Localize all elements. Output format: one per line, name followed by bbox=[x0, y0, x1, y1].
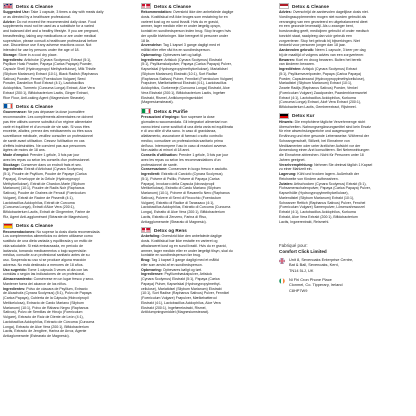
section-title: Detox & Cleanse bbox=[154, 3, 192, 9]
field-text: Powder, Dandelion Root Extract (4:1), Lactobacillus bbox=[3, 81, 85, 86]
field-text: supervision, please consult a healthcare professional before bbox=[3, 38, 98, 43]
field-text: Psylliumfrøskalpulver, Artiskok bbox=[164, 272, 213, 277]
field-text: Mantener fuera del alcance de los niños. bbox=[3, 281, 67, 286]
field-label: Precauzioni d'impiego: bbox=[141, 115, 180, 119]
field-label: Mode d'emploi: bbox=[3, 153, 29, 157]
field-text: Ekstrakt (200:1), Ingefærekstrakt, Rismel, bbox=[141, 305, 207, 310]
field-text: Vera Ekstrakt (200:1), Bifidobacterium Lactis, Ingefær bbox=[141, 90, 226, 95]
field-label: Advice: bbox=[3, 19, 16, 24]
section-header bbox=[279, 113, 415, 119]
field-label: Conservazione: bbox=[141, 167, 168, 172]
field-text: Mariendistel (Silybum Marianum) Extrakt (10:1), bbox=[279, 195, 355, 200]
field-text: Zwarte Radijs (Raphanus Sativus) Poeder, Venkel bbox=[279, 86, 358, 90]
field-text: (Curcuma Longa) Extract, Aloë Vera Extract (200:1), bbox=[279, 100, 362, 105]
field-text: Store in a cool dry place. bbox=[18, 52, 58, 57]
uk-flag-icon bbox=[279, 258, 285, 264]
field-text: Papaya) Pulver, Kapselskal (Hydroxypropylmethyl- bbox=[141, 281, 221, 286]
field-text: Sativus), Polvere di Semi di Finocchio (Foeniculum bbox=[141, 195, 222, 200]
section-es bbox=[3, 223, 139, 339]
field-label: Lagerung: bbox=[279, 172, 297, 176]
nl-flag-icon bbox=[279, 3, 289, 9]
field-text: avec les repas ou selon les recommandations d'un bbox=[141, 157, 221, 162]
field-text: Capsule Shell (Hydroxypropyl Methylcellulose), Milk Thistle bbox=[3, 67, 96, 71]
field-text: Overskrid ikke den anbefalede daglige bbox=[172, 10, 234, 14]
field-text: e di uno stile di vita sano. In caso di gravidanza, bbox=[141, 129, 217, 134]
field-text: Sativus) Powder, Fennel (Foeniculum Vulgare) Seed bbox=[3, 76, 86, 81]
field-text: Non superare la dose bbox=[180, 115, 215, 119]
field-text: Opbevares køligt og tørt. bbox=[162, 267, 202, 272]
section-body bbox=[3, 230, 139, 339]
field-label: Ingrédients: bbox=[3, 167, 24, 172]
text-line bbox=[141, 220, 277, 225]
section-title: Detox & Cleanse bbox=[16, 3, 54, 9]
field-text: vida saludable. Si está embarazada, en período de bbox=[3, 243, 84, 248]
section-nl bbox=[279, 3, 415, 110]
field-text: Overschrijd de aanbevolen dagelijkse dosis niet. bbox=[292, 10, 369, 14]
section-header bbox=[141, 3, 277, 9]
section-de bbox=[279, 113, 415, 225]
field-text: Extrakt (4:1), Lactobacillus Acidophilus, Kurkuma bbox=[279, 210, 356, 214]
field-text: recommandée. Les compléments alimentaires ne doivent bbox=[3, 115, 93, 119]
text-line bbox=[141, 100, 277, 105]
section-body bbox=[3, 10, 139, 100]
field-text: kontakt en sundhedsperson inden brug. Stop brugen hvis bbox=[141, 29, 231, 33]
field-text: (Carica Papaya), Cubierta de la Cápsula (Hidroxipropil bbox=[3, 296, 89, 300]
field-text: breastfeeding, taking any medications or are under medical bbox=[3, 33, 97, 38]
field-text: Schwarzer Rettich (Raphanus Sativus) Pulver, Fenchel bbox=[279, 200, 366, 205]
field-text: Extract (4:1), Lactobacillus Acidophilus, Kurkuma bbox=[279, 95, 356, 100]
field-text: (10:1), Sort Radise (Raphanus Sativus) Pulver, Fennikel bbox=[141, 291, 230, 296]
field-text: Kapselhülle (Hydroxypropylmethylcellulose), bbox=[279, 191, 349, 195]
field-text: Frøpulver, Mælkebøtterod Ekstrakt (4:1), Lactobacillus bbox=[141, 81, 227, 86]
field-text: Extract (200:1), Bifidobacterium Lactis, Ginger Extract, bbox=[3, 90, 89, 95]
field-text: Tome 1 cápsula 3 veces al día con las bbox=[27, 267, 88, 272]
field-text: Metilcelulosa), Extracto de Cardo Mariano (Silybum bbox=[3, 300, 84, 305]
field-label: Verzehrempfehlung: bbox=[279, 162, 314, 167]
field-text: Koel en droog bewaren. Buiten het bereik bbox=[295, 57, 362, 62]
ie-address bbox=[279, 277, 415, 293]
field-label: Aanbevolen gebruik: bbox=[279, 48, 315, 52]
column-left bbox=[3, 3, 139, 339]
field-text: Metilcellulosa), Estratto di Cardo Mariano (Silybum bbox=[141, 186, 221, 191]
field-text: Bifidobacterium Lactis, Extrait de Gingembre, Farine de bbox=[3, 210, 91, 214]
field-text: ammer, tager medicin eller er under lægeligt tilsyn, skal du bbox=[141, 248, 233, 253]
field-text: überschreiten. Nahrungsergänzungsmittel sind kein Ersatz bbox=[279, 124, 371, 129]
section-en bbox=[3, 3, 139, 100]
field-text: Prendre 1 gélule, 3 fois par jour bbox=[29, 153, 80, 157]
field-label: Ingredienti: bbox=[141, 172, 161, 176]
uk-flag-icon bbox=[3, 3, 13, 9]
company-name: Comfort Click Limited bbox=[279, 248, 327, 254]
field-text: Reichweite von Kindern aufbewahren. bbox=[279, 176, 339, 181]
section-header bbox=[141, 108, 277, 114]
field-label: Recomendaciones: bbox=[3, 229, 36, 234]
fr-flag-icon bbox=[3, 103, 13, 109]
field-label: Uso sugerido: bbox=[3, 267, 27, 272]
section-title: Detox og Rens bbox=[154, 227, 187, 233]
section-body bbox=[279, 10, 415, 110]
ie-address-line-1: Ni Fhi Cron Phone Place bbox=[289, 276, 332, 282]
field-text: Ekstrakt (4:1), Lactobacillus Acidophilus, Aloe Vera bbox=[141, 300, 221, 305]
field-text: Antiaglomerante (Estearato de Magnesio). bbox=[3, 334, 70, 338]
field-label: Gouvernance: bbox=[3, 110, 27, 115]
field-text: varié et équilibré et d'un mode de vie sain. Si vous êtes bbox=[3, 124, 90, 129]
field-text: (Foeniculum Vulgare) Frøpulver, Mælkebøtterod bbox=[141, 296, 217, 300]
section-header bbox=[3, 103, 139, 109]
field-text: cellulose), Mariatidsel (Silybum Marianum) Ekstrakt bbox=[141, 286, 222, 291]
field-text: de Alcachofa (Cynara Scolymus) (5:1), Polvo de Papaya bbox=[3, 291, 92, 296]
field-text: Die empfohlene tägliche Verzehrmenge nicht bbox=[294, 119, 366, 124]
field-text: avec les repas ou selon les conseils d'un professionnel. bbox=[3, 157, 91, 162]
contact-block bbox=[279, 243, 415, 297]
field-text: Neem 1 capsule, 3 keer per dag bbox=[315, 48, 366, 52]
section-title: Detox Kur bbox=[292, 113, 315, 119]
field-text: d'effets indésirables. Ne convient pas aux personnes bbox=[3, 143, 86, 148]
field-text: médica, consulte a un profesional sanitario antes de su bbox=[3, 253, 90, 258]
field-text: Sativus), Polvo de Semillas de Hinojo (Foeniculum bbox=[3, 310, 83, 315]
field-text: Antiklumpningsmiddel (Magnesiumstearat). bbox=[141, 310, 210, 315]
field-label: Anvendelse: bbox=[141, 43, 163, 48]
ie-address-line-2: Clonmel, Co. Tipperary, Ireland bbox=[289, 282, 343, 288]
field-text: Tag 1 kapsel 3 gange dagligt med et måltid bbox=[151, 258, 219, 262]
section-title: Detox & Purifie bbox=[154, 108, 188, 114]
field-text: Opbevares tørt og køligt. bbox=[162, 52, 202, 57]
field-text: and balanced diet and a healthy lifestyle. If you are pregnant, bbox=[3, 29, 99, 33]
section-fr bbox=[3, 103, 139, 219]
field-text: adversa. No está destinado a menores de 18 años. bbox=[3, 262, 84, 267]
field-text: allattamento, assunzione di farmaci o sotto controllo bbox=[141, 134, 223, 138]
field-text: Longa), Estratto di Aloe Vera (200:1), Bifidobacterium bbox=[141, 210, 225, 214]
field-text: Vulgare), Extracto de Raíz de Diente de León (4:1), bbox=[3, 315, 84, 319]
field-text: (Raphanus Sativus) Pulver, Fennikel (Foeniculum Vulgare) bbox=[141, 76, 234, 81]
field-text: die Einnahme abbrechen. Nicht für Personen unter 18 bbox=[279, 153, 364, 157]
it-flag-icon bbox=[141, 108, 151, 114]
field-text: en een gezonde levensstijl. Als u zwanger bent, bbox=[279, 24, 354, 29]
field-text: ammer, tager medicin eller er under lægelig opsyn, bbox=[141, 24, 221, 29]
field-text: Lactis, Estratto di Zenzero, Farina di Riso, bbox=[141, 214, 208, 219]
field-text: (Cynara Scolymus) Ekstrakt (5:1), Papaya (Carica bbox=[141, 277, 220, 281]
section-title: Detox & Cleanse bbox=[16, 103, 54, 109]
field-text: Bifidobacterium Lactis, Gemberextract, Rijstmeel. bbox=[279, 105, 357, 109]
field-label: Ingrediënten: bbox=[279, 67, 302, 71]
field-text: dosis. Kosttilskud må ikke bruges som erstatning for en bbox=[141, 14, 228, 19]
field-text: Lactis, Ingwerextrakt, Reismehl. bbox=[279, 219, 330, 224]
field-text: Riz, Agent Anti-agglomérant (Stéarate de Magnésium). bbox=[3, 214, 89, 219]
field-label: Rekommendation: bbox=[141, 10, 172, 14]
field-text: Ernährung und eine gesunde Lebensweise. Während der bbox=[279, 134, 369, 138]
field-text: bedoeld voor personen jonger dan 18 jaar. bbox=[279, 43, 346, 48]
field-text: Voedingssupplementen mogen niet worden gebruikt als bbox=[279, 14, 367, 19]
field-text: (Silybum Marianum) Ekstrakt (10:1), Sort Radise bbox=[141, 71, 218, 76]
field-text: borstvoeding geeft, medicijnen gebruikt of onder medisch bbox=[279, 29, 369, 33]
section-it bbox=[141, 108, 277, 224]
section-body bbox=[141, 115, 277, 224]
field-text: eller som anvist af en sundhedsperson. bbox=[141, 262, 203, 267]
field-text: Flohsamenschalenpulver, Papaya (Carica Papaya) Pulver, bbox=[279, 186, 371, 191]
field-text: Papaya), Involucro della Capsula (Idrossipropil bbox=[141, 181, 215, 186]
field-text: zu einer Mahlzeit ein. bbox=[279, 167, 313, 172]
field-text: Psyllium Husk Powder, Papaya (Carica Papaya) Powder, bbox=[3, 62, 93, 67]
field-text: Méthylcellulose), Extrait de Chardon-Marie (Silybum bbox=[3, 181, 85, 186]
field-text: (5:1), Poudre de Psyllium, Poudre de Papaye (Carica bbox=[3, 172, 87, 176]
field-text: Polvo de cáscara de Psyllium, Extracto bbox=[26, 286, 88, 291]
field-text: Prendre 1 gélule, 3 fois par jour bbox=[178, 153, 229, 157]
field-text: måltid eller efter råd fra en sundhedsperson. bbox=[141, 48, 211, 52]
field-label: Almacenamiento: bbox=[3, 277, 33, 281]
field-label: Bewaren: bbox=[279, 57, 295, 62]
field-text: Do not exceed the recommended daily dose. Food bbox=[16, 19, 97, 24]
field-text: kontakte en sundhedsperson før brug. bbox=[141, 253, 201, 258]
field-label: Brug: bbox=[141, 258, 151, 262]
field-text: Tag 1 kapsel 3 gange dagligt med et bbox=[163, 43, 221, 48]
field-text: use. Discontinue use if any adverse reactions occur. Not bbox=[3, 43, 92, 48]
section-title: Detox & Cleanse bbox=[16, 223, 54, 228]
field-text: Papaya), Enveloppe de la Gélule (Hydroxypropyl bbox=[3, 176, 80, 181]
uk-address-line-1: Unit 8, Sevenoaks Enterprise Centre, bbox=[289, 257, 354, 263]
section-dk bbox=[141, 3, 277, 105]
field-text: Artischocken (Cynara Scolymus) Extrakt (5:1), bbox=[293, 181, 367, 186]
uk-address bbox=[279, 257, 415, 273]
field-label: Opbevaring: bbox=[141, 267, 162, 272]
field-label: Ingredienser: bbox=[141, 272, 164, 277]
text-line bbox=[3, 215, 139, 220]
field-label: Ingredienser: bbox=[141, 57, 164, 62]
section-header bbox=[3, 223, 139, 229]
field-text: Marianum) (10:1), Polvo de Rábano Negro (Raphanus bbox=[3, 305, 89, 310]
de-flag-icon bbox=[279, 113, 289, 119]
field-text: vanno intesi come sostituti di una dieta varia ed equilibrata bbox=[141, 124, 233, 129]
field-text: Kühl und trocken lagern. Außerhalb der bbox=[297, 172, 360, 176]
field-label: Advies: bbox=[279, 10, 292, 14]
field-text: enceinte, allaitez, prenez des médicaments ou êtes sous bbox=[3, 129, 93, 134]
field-text: toezicht staat, raadpleeg dan vóór gebruik een bbox=[279, 33, 352, 38]
field-text: intended for use by persons under the age of 18. bbox=[3, 48, 80, 52]
field-text: der opstår bivirkninger. Ikke beregnet til personer under bbox=[141, 33, 228, 38]
dk-flag-icon bbox=[141, 3, 151, 9]
field-text: giornaliera raccomandata. Gli integratori alimentari non bbox=[141, 119, 228, 124]
field-text: Marianum) (10:1), Poudre de Radis Noir (Raphanus bbox=[3, 186, 85, 191]
field-text: dosis. Kosttilskud bør ikke erstatte en varieret og bbox=[141, 239, 218, 243]
field-text: Anwendung einen Arzt konsultieren. Bei Nebenwirkungen bbox=[279, 148, 370, 153]
section-body bbox=[141, 234, 277, 315]
field-text: Acidophilus, Gurkemeje (Curcuma Longa) Ekstrakt, Aloe bbox=[141, 86, 230, 90]
uk-address-line-2: Bat & Ball, Sevenoaks, Kent, bbox=[289, 262, 339, 268]
field-label: Ingredients: bbox=[3, 57, 24, 62]
text-line bbox=[3, 96, 139, 101]
field-text: (Magnesiumstearat). bbox=[141, 100, 174, 105]
section-title: Detox & Cleanse bbox=[292, 3, 330, 9]
field-label: Zutaten: bbox=[279, 181, 293, 186]
field-text: Medikamenten oder unter ärztlicher Aufsicht vor der bbox=[279, 143, 361, 148]
field-text: bij de maaltijd of volgens advies van een zorgverlener. bbox=[279, 52, 365, 57]
field-text: uso. Suspenda su uso si se produce alguna reacción bbox=[3, 258, 87, 262]
field-text: vervanging van een gevarieerd en uitgebalanceerd dieet bbox=[279, 19, 368, 24]
field-text: Artiskok (Cynara Scolymus) Ekstrakt bbox=[164, 57, 222, 62]
field-text: No superar la dosis diaria recomendada. bbox=[36, 229, 101, 234]
section-header bbox=[279, 3, 415, 9]
field-label: Anbefaling: bbox=[141, 234, 161, 239]
field-text: Estratto di Carciofo (Cynara Scolymus) bbox=[161, 172, 223, 176]
field-text: lactancia, tomando medicamentos o bajo supervisión bbox=[3, 248, 87, 253]
field-text: varieret kost og en sund livsstil. Hvis du er gravid, bbox=[141, 19, 219, 24]
field-text: Mariadistel (Silybum Marianum) Extract (10:1), bbox=[279, 81, 353, 86]
field-text: Lactis, Extracto de Jengibre, Harina de Arroz, Agente bbox=[3, 329, 87, 334]
field-text: Kapselskal (Hydroxypropylmethylcellulose), Mariatidsel bbox=[141, 67, 228, 71]
field-text: Conservare in luogo fresco e asciutto. bbox=[168, 167, 228, 172]
section-body bbox=[3, 110, 139, 219]
field-text: (Silybum Marianum) Extract (10:1), Black Radish (Raphanus bbox=[3, 71, 99, 76]
field-label: Stockage: bbox=[3, 162, 20, 167]
column-middle bbox=[141, 3, 277, 339]
field-text: (5:1), Psylliumskalpulver, Papaya (Carica Papaya) Pulver, bbox=[141, 62, 232, 67]
field-label: Opbevaring: bbox=[141, 52, 162, 57]
section-header bbox=[3, 3, 139, 9]
field-text: Vulgare), Estratto di Radice di Tarassaco (4:1), bbox=[141, 200, 215, 205]
field-text: Extrakt, Aloe Vera Extrakt (200:1), Bifidobacterium bbox=[279, 214, 358, 219]
field-text: Ne pas dépasser la dose journalière bbox=[27, 110, 85, 115]
section-body bbox=[141, 10, 277, 105]
field-text: Artisjok (Cynara Scolymus) Extract bbox=[302, 67, 358, 71]
field-label: Storage: bbox=[3, 52, 18, 57]
field-text: dell'uso. Interrompere l'uso in caso di reazioni avverse. bbox=[141, 143, 228, 148]
field-text: Consérvese en un lugar fresco y seco. bbox=[33, 277, 95, 281]
field-text: Lactobacillus Acidophilus, Extrait de Curcuma bbox=[3, 200, 75, 205]
field-text: Take 1 capsule, 3 times a day with meals daily bbox=[30, 10, 104, 14]
field-text: für eine abwechslungsreiche und ausgewogene bbox=[279, 129, 354, 134]
field-text: Conserver dans un endroit frais et sec. bbox=[20, 162, 82, 167]
field-text: Poeder, Capsulewand (Hydroxypropylmethylcellulose), bbox=[279, 76, 365, 81]
section-header bbox=[141, 227, 277, 233]
field-text: afbalanceret kost og en sund livsstil. Hvis du er gravid, bbox=[141, 243, 227, 248]
text-line bbox=[279, 220, 415, 225]
field-text: Los complementos alimenticios no deben utilizarse como bbox=[3, 234, 93, 239]
dk-flag-icon bbox=[141, 227, 151, 233]
field-text: (5:1), Psylliumvezelpoeder, Papaya (Carica Papaya) bbox=[279, 71, 362, 76]
field-text: (Foeniculum Vulgare) Samenpulver, Löwenzahnwurzel bbox=[279, 205, 365, 210]
field-text: Marianum) (10:1), Polvere di Ravanello Nero (Raphanus bbox=[141, 191, 230, 195]
field-text: Artichoke (Cynara Scolymus) Extract (5:1), bbox=[24, 57, 92, 62]
field-text: Vulgare), Extrait de Racine de Pissenlit (4:1), bbox=[3, 195, 74, 200]
field-text: sustituto de una dieta variada y equilibrada y un estilo de bbox=[3, 239, 93, 243]
field-text: Overskrid ikke den anbefalede daglige bbox=[161, 234, 222, 239]
field-text: de santé avant utilisation. Cessez l'utilisation en cas bbox=[3, 138, 85, 143]
text-line bbox=[141, 310, 277, 315]
field-text: Jahren geeignet. bbox=[279, 157, 306, 162]
field-text: professionnel de santé. bbox=[141, 162, 178, 167]
field-text: âgées de moins de 18 ans. bbox=[3, 148, 46, 153]
made-for-label: Fabriqué pour: bbox=[279, 243, 308, 249]
field-text: Lactobacillus Acidophilus, Estratto di Curcuma (Curcuma bbox=[141, 205, 231, 210]
ie-address-line-3: C8HP7W9 bbox=[289, 287, 308, 293]
field-text: Nehmen Sie dreimal täglich 1 Kapsel bbox=[314, 162, 373, 167]
field-label: Hinweis: bbox=[279, 119, 294, 124]
field-text: Rice Flour, Anti-caking Agent (Magnesium Stearate). bbox=[3, 95, 86, 100]
field-text: comidas o según las indicaciones de un profesional. bbox=[3, 272, 86, 277]
field-text: Longa), Extracto de Aloe Vera (200:1), Bifidobacterium bbox=[3, 324, 89, 329]
field-text: Schwangerschaft, Stillzeit, bei Einnahme von bbox=[279, 138, 350, 143]
field-text: pas être utilisés comme substitut d'un régime alimentaire bbox=[3, 119, 93, 124]
section-body bbox=[279, 120, 415, 225]
field-text: Sativus), Poudre de Graines de Fenouil (Foeniculum bbox=[3, 191, 86, 195]
field-text: Acidophilus, Turmeric (Curcuma Longa) Extract, Aloe Vera bbox=[3, 86, 95, 90]
text-line bbox=[3, 334, 139, 339]
field-label: Suggested Use: bbox=[3, 10, 30, 14]
field-text: surveillance médicale, veuillez consulter un professionnel bbox=[3, 134, 94, 138]
field-label: Ingredientes: bbox=[3, 286, 26, 291]
field-text: van kinderen bewaren. bbox=[279, 62, 315, 67]
text-line bbox=[279, 105, 415, 110]
field-text: (Foeniculum Vulgare) Zaadpoeder, Paardenbloemwortel bbox=[279, 90, 368, 95]
field-text: Lactobacillus Acidophilus, Extracto de Cúrcuma (Curcuma bbox=[3, 319, 95, 324]
section-dk-2 bbox=[141, 227, 277, 315]
field-text: (Curcuma Longa), Extrait d'Aloe Vera (200:1), bbox=[3, 205, 75, 210]
uk-address-line-3: TN14 5LJ, UK bbox=[289, 267, 314, 273]
field-text: supplements must not be used as a substitute for a varied bbox=[3, 24, 94, 29]
field-text: zorgverlener. Stop het gebruik bij bijwerkingen. Niet bbox=[279, 38, 360, 43]
es-flag-icon bbox=[3, 223, 13, 229]
column-right bbox=[279, 3, 415, 339]
field-text: Ekstrakt, Rismel, Antiklumpningsmiddel bbox=[141, 95, 203, 100]
field-text: (5:1), Polvere di Psillio, Polvere di Papaya (Carica bbox=[141, 176, 220, 181]
field-text: Extrait d'Artichaut (Cynara Scolymus) bbox=[24, 167, 84, 172]
field-text: Antiagglomerante (Stearato di Magnesio). bbox=[141, 219, 207, 224]
field-text: or as directed by a healthcare professional. bbox=[3, 14, 71, 19]
field-text: 18 år. bbox=[141, 38, 150, 43]
field-text: medico, consultare un professionista sanitario prima bbox=[141, 138, 223, 143]
ireland-flag-icon bbox=[279, 278, 285, 284]
field-text: Non adatto ai minori di 18 anni. bbox=[141, 148, 191, 153]
field-label: Conseils d'utilisation: bbox=[141, 153, 178, 157]
